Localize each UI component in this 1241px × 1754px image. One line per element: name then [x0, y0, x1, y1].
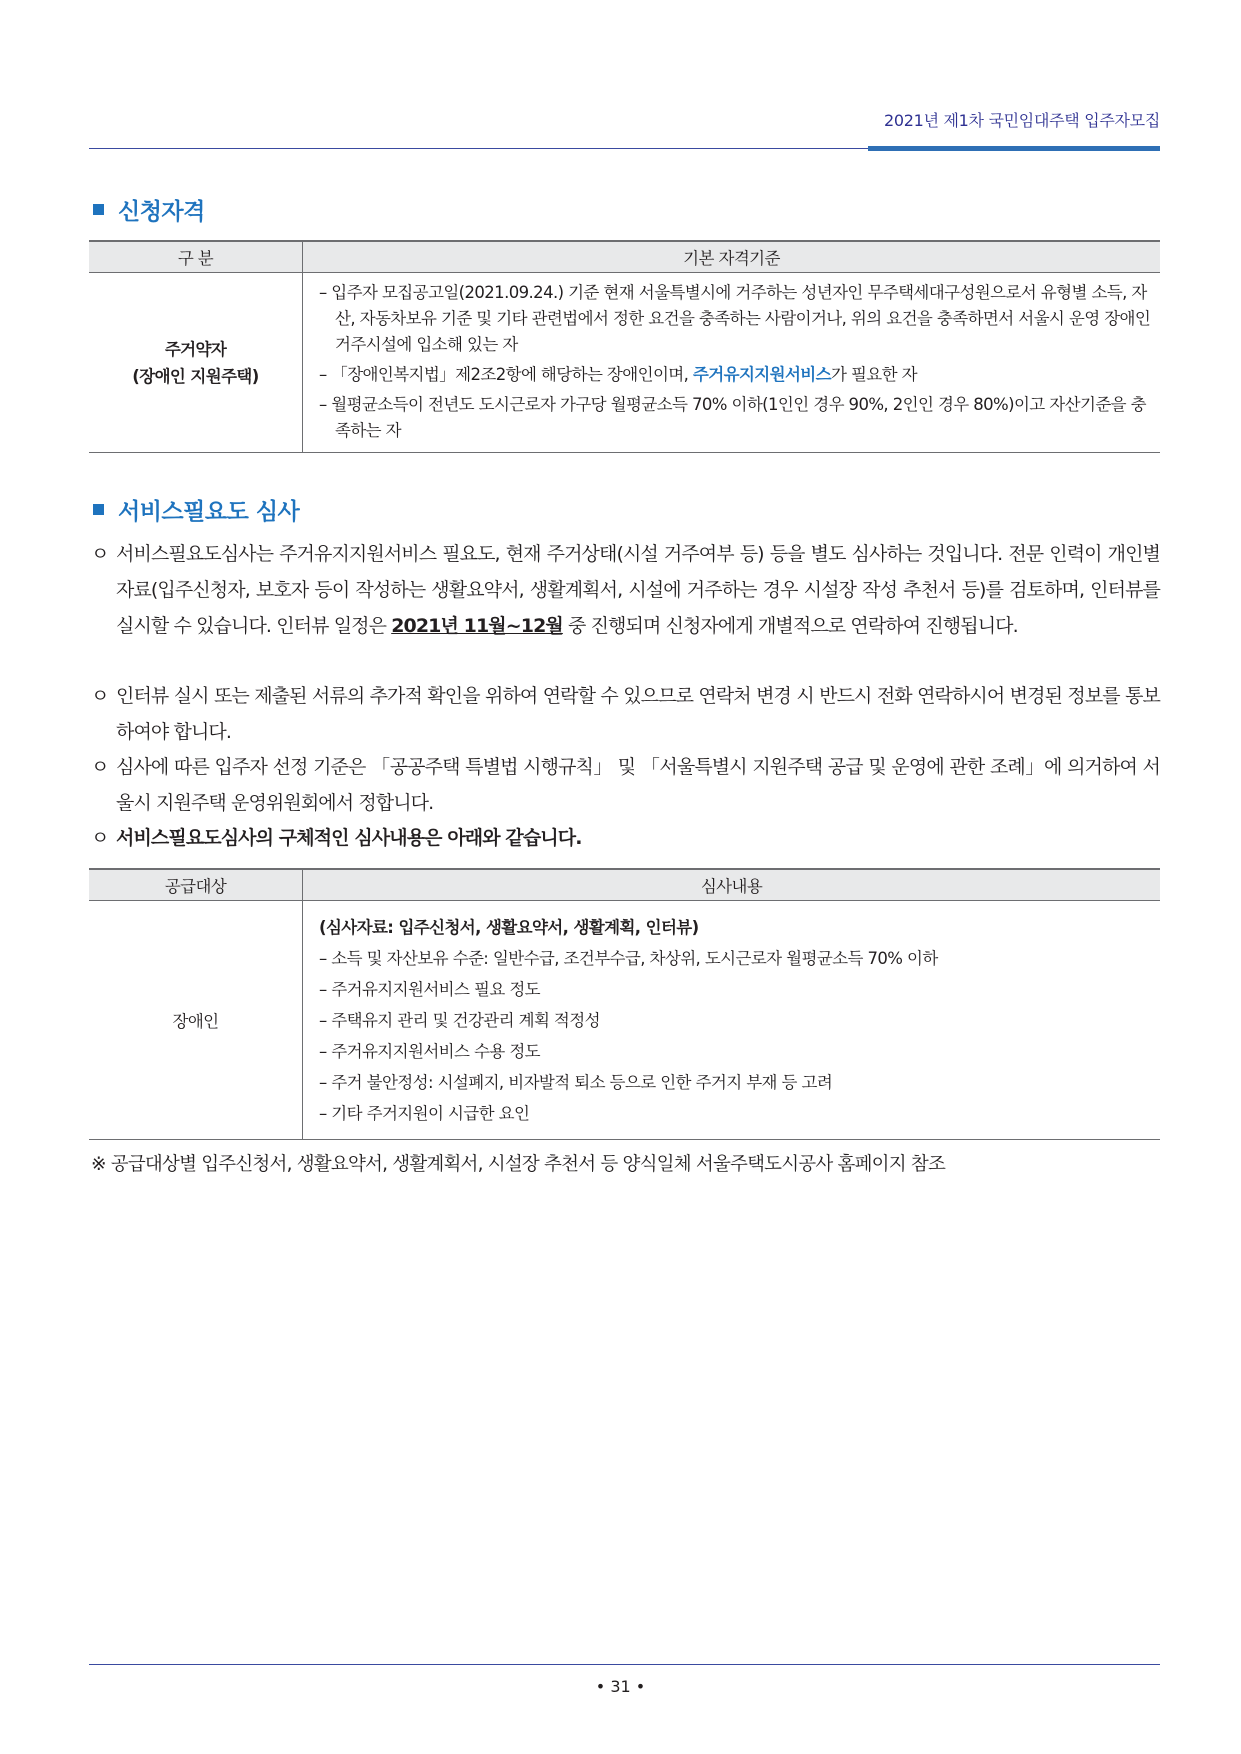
criteria-cell: [303, 273, 1161, 453]
review-table: [89, 868, 1160, 1140]
section-title-eligibility: 신청자격: [93, 193, 205, 226]
table-row: [89, 273, 1160, 453]
col-header-criteria: 기본 자격기준: [303, 241, 1161, 273]
criterion-1: – 입주자 모집공고일(2021.09.24.) 기준 현재 서울특별시에 거주하는 성년자인 무주택세대구성원으로서 유형별 소득, 자산, 자동차보유 기준 및 기타 관련법에서 정한 요건을 충족하는 사람이거나, 위의 요건을 충족하면서 서울시 운영 장애인 거주시설에 입소해 있는 자: [319, 283, 1151, 354]
criterion-3: – 월평균소득이 전년도 도시근로자 가구당 월평균소득 70% 이하(1인인 경우 90%, 2인인 경우 80%)이고 자산기준을 충족하는 자: [319, 395, 1146, 440]
row-label-cell: [89, 273, 303, 453]
header-rule-accent: [868, 146, 1160, 151]
list-item: – 주거 불안정성: 시설폐지, 비자발적 퇴소 등으로 인한 주거지 부재 등 고려: [319, 1072, 833, 1092]
footnote: ※ 공급대상별 입주신청서, 생활요약서, 생활계획서, 시설장 추천서 등 양식일체 서울주택도시공사 홈페이지 참조: [91, 1154, 946, 1175]
paragraph-3: ㅇ 심사에 따른 입주자 선정 기준은 「공공주택 특별법 시행규칙」 및 「서울특별시 지원주택 공급 및 운영에 관한 조례」에 의거하여 서울시 지원주택 운영위원회에서 정합니다.: [91, 749, 1160, 821]
list-item: – 주거유지지원서비스 수용 정도: [319, 1041, 540, 1061]
circle-bullet-icon: ㅇ: [91, 543, 109, 565]
paragraph-4: ㅇ 서비스필요도심사의 구체적인 심사내용은 아래와 같습니다.: [91, 820, 1160, 856]
row-label-sub: (장애인 지원주택): [132, 366, 259, 386]
col-header-category: 구 분: [89, 241, 303, 273]
list-item: – 주택유지 관리 및 건강관리 계획 적정성: [319, 1010, 600, 1030]
paragraph-1: ㅇ 서비스필요도심사는 주거유지지원서비스 필요도, 현재 주거상태(시설 거주여부 등) 등을 별도 심사하는 것입니다. 전문 인력이 개인별 자료(입주신청자, 보호자 등이 작성하는 생활요약서, 생활계획서, 시설에 거주하는 경우 시설장 작성 추천서 등)를 검토하며, 인터뷰를 실시할 수 있습니다. 인터뷰 일정은 2021년 11월~12월 중 진행되며 신청자에게 개별적으로 연락하여 진행됩니다.: [91, 536, 1160, 644]
table-row: [89, 901, 1160, 1140]
list-item: – 소득 및 자산보유 수준: 일반수급, 조건부수급, 차상위, 도시근로자 월평균소득 70% 이하: [319, 948, 938, 968]
section-title-service-review: 서비스필요도 심사: [93, 493, 299, 526]
running-header: 2021년 제1차 국민임대주택 입주자모집: [884, 111, 1160, 130]
list-item: – 기타 주거지원이 시급한 요인: [319, 1103, 530, 1123]
footer-rule: [89, 1664, 1160, 1665]
table-header-row: [89, 869, 1160, 901]
row-label-main: 주거약자: [164, 339, 227, 359]
circle-bullet-icon: ㅇ: [91, 827, 109, 849]
review-heading: (심사자료: 입주신청서, 생활요약서, 생활계획, 인터뷰): [319, 917, 699, 937]
page-number: • 31 •: [595, 1677, 646, 1696]
col-header-target: 공급대상: [89, 869, 303, 901]
list-item: – 주거유지지원서비스 필요 정도: [319, 979, 540, 999]
circle-bullet-icon: ㅇ: [91, 685, 109, 707]
service-highlight: 주거유지지원서비스: [692, 365, 831, 384]
interview-period: 2021년 11월~12월: [391, 615, 563, 637]
col-header-content: 심사내용: [303, 869, 1161, 901]
square-bullet-icon: [93, 504, 104, 515]
target-cell: 장애인: [89, 901, 303, 1140]
criterion-2: – 「장애인복지법」제2조2항에 해당하는 장애인이며, 주거유지지원서비스가 필요한 자: [319, 365, 917, 384]
review-content-cell: [303, 901, 1161, 1140]
square-bullet-icon: [93, 204, 104, 215]
table-header-row: [89, 241, 1160, 273]
paragraph-2: ㅇ 인터뷰 실시 또는 제출된 서류의 추가적 확인을 위하여 연락할 수 있으므로 연락처 변경 시 반드시 전화 연락하시어 변경된 정보를 통보하여야 합니다.: [91, 678, 1160, 750]
eligibility-table: [89, 240, 1160, 453]
circle-bullet-icon: ㅇ: [91, 756, 109, 778]
